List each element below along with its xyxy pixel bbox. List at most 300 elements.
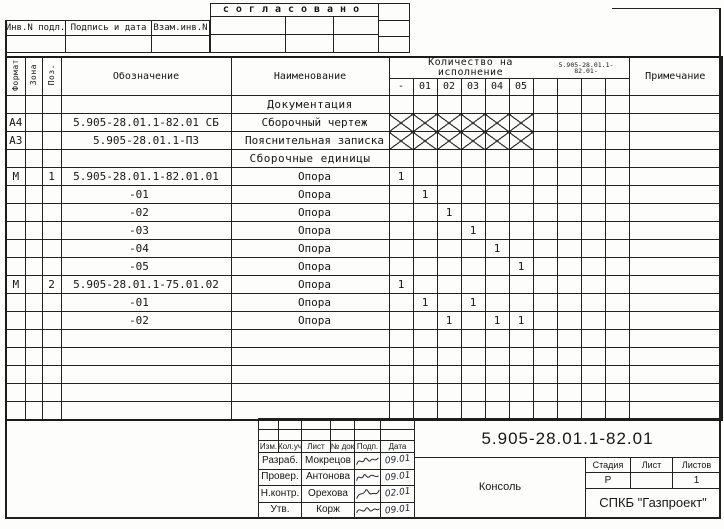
inv-podl-label: Инв.N подл. — [5, 20, 66, 36]
quantity-cell — [533, 312, 557, 330]
quantity-cell — [485, 204, 509, 222]
quantity-cell — [581, 402, 605, 420]
position-cell — [42, 186, 61, 204]
quantity-cell — [581, 294, 605, 312]
quantity-cell — [389, 330, 413, 348]
position-cell — [42, 312, 61, 330]
quantity-cell — [605, 330, 629, 348]
quantity-cell — [413, 384, 437, 402]
quantity-cell — [437, 240, 461, 258]
quantity-cell — [557, 330, 581, 348]
quantity-cell — [581, 240, 605, 258]
designation-cell: -04 — [61, 240, 231, 258]
quantity-cell: 1 — [509, 312, 533, 330]
name-cell — [231, 366, 389, 384]
zone-cell — [25, 276, 42, 294]
quantity-cell: 1 — [437, 312, 461, 330]
position-cell: 1 — [42, 168, 61, 186]
quantity-col-header: - — [389, 79, 413, 96]
quantity-cell — [485, 132, 509, 150]
spec-row — [6, 258, 722, 276]
quantity-cell — [557, 348, 581, 366]
tb-header-5: Дата — [380, 440, 415, 453]
quantity-cell — [437, 348, 461, 366]
quantity-cell — [461, 132, 485, 150]
sign-signature — [354, 469, 381, 487]
subject-cell — [414, 457, 586, 518]
quantity-cell — [461, 276, 485, 294]
quantity-cell — [461, 204, 485, 222]
spec-row — [6, 330, 722, 348]
sheets-label-cell: Листов — [672, 457, 721, 473]
quantity-cell — [533, 222, 557, 240]
quantity-cell — [485, 276, 509, 294]
quantity-cell — [581, 312, 605, 330]
quantity-cell — [461, 150, 485, 168]
quantity-cell — [533, 150, 557, 168]
note-cell — [629, 132, 722, 150]
quantity-cell — [557, 132, 581, 150]
sign-role: Провер. — [258, 469, 302, 487]
organization-cell — [585, 488, 721, 518]
quantity-cell — [533, 294, 557, 312]
quantity-cell — [581, 222, 605, 240]
quantity-cell — [461, 384, 485, 402]
position-cell — [42, 330, 61, 348]
quantity-cell — [389, 222, 413, 240]
quantity-cell — [557, 276, 581, 294]
podpis-data-value — [65, 35, 152, 53]
quantity-cell — [533, 168, 557, 186]
quantity-cell — [509, 348, 533, 366]
quantity-cell — [389, 96, 413, 114]
quantity-cell — [509, 402, 533, 420]
name-cell: Опора — [231, 312, 389, 330]
tb-header-1: Кол.уч — [278, 440, 302, 453]
spec-row — [6, 312, 722, 330]
zone-cell — [25, 132, 42, 150]
zone-cell — [25, 366, 42, 384]
quantity-cell — [581, 258, 605, 276]
quantity-cell — [461, 402, 485, 420]
zone-cell — [25, 204, 42, 222]
approval-stamp — [210, 3, 410, 53]
quantity-cell — [437, 330, 461, 348]
stage-value-cell: Р — [585, 472, 631, 489]
format-cell — [6, 384, 25, 402]
quantity-cell — [437, 150, 461, 168]
quantity-cell — [485, 366, 509, 384]
spec-row — [6, 348, 722, 366]
sign-date — [380, 469, 415, 487]
quantity-cell — [557, 384, 581, 402]
note-cell — [629, 312, 722, 330]
name-cell: Опора — [231, 294, 389, 312]
sign-name: Мокрецов — [301, 452, 355, 470]
quantity-cell — [437, 96, 461, 114]
doc-number: 5.905-28.01.1-82.01 — [481, 428, 654, 448]
quantity-cell — [461, 240, 485, 258]
format-cell: М — [6, 168, 25, 186]
quantity-cell: 1 — [485, 312, 509, 330]
quantity-cell — [437, 222, 461, 240]
format-cell — [6, 150, 25, 168]
spec-row — [6, 96, 722, 114]
format-cell — [6, 258, 25, 276]
organization-name: СПКБ "Газпроект" — [599, 494, 707, 510]
quantity-cell — [389, 294, 413, 312]
designation-cell: -01 — [61, 186, 231, 204]
quantity-cell — [605, 258, 629, 276]
quantity-cell — [581, 186, 605, 204]
zone-cell — [25, 330, 42, 348]
quantity-cell — [389, 366, 413, 384]
designation-column-header: Обозначение — [61, 57, 231, 96]
designation-cell — [61, 330, 231, 348]
designation-cell: -02 — [61, 204, 231, 222]
note-cell — [629, 240, 722, 258]
quantity-cell — [605, 366, 629, 384]
zone-cell — [25, 240, 42, 258]
quantity-cell: 1 — [461, 222, 485, 240]
quantity-cell — [605, 240, 629, 258]
sign-signature — [354, 502, 381, 520]
quantity-cell — [605, 204, 629, 222]
position-cell — [42, 384, 61, 402]
quantity-cell — [389, 312, 413, 330]
quantity-cell — [413, 258, 437, 276]
quantity-cell — [485, 294, 509, 312]
sign-date — [380, 502, 415, 520]
position-cell — [42, 348, 61, 366]
position-cell: 2 — [42, 276, 61, 294]
quantity-cell — [509, 204, 533, 222]
name-cell: Опора — [231, 204, 389, 222]
quantity-cell — [557, 114, 581, 132]
quantity-cell — [485, 168, 509, 186]
quantity-cell — [557, 168, 581, 186]
signature-icon — [355, 503, 380, 519]
format-cell: А4 — [6, 114, 25, 132]
quantity-cell — [605, 348, 629, 366]
quantity-cell: 1 — [509, 258, 533, 276]
quantity-cell — [533, 384, 557, 402]
position-cell — [42, 222, 61, 240]
zone-cell — [25, 384, 42, 402]
quantity-cell — [461, 186, 485, 204]
position-column-header — [42, 57, 61, 96]
approval-cell — [285, 34, 334, 53]
quantity-cell — [605, 312, 629, 330]
quantity-cell — [413, 222, 437, 240]
sign-role: Н.контр. — [258, 485, 302, 503]
quantity-cell — [413, 312, 437, 330]
quantity-cell — [509, 384, 533, 402]
position-cell — [42, 204, 61, 222]
quantity-cell — [533, 240, 557, 258]
name-cell: Сборочный чертеж — [231, 114, 389, 132]
quantity-col-header: 02 — [437, 79, 461, 96]
spec-row — [6, 384, 722, 402]
quantity-cell — [605, 186, 629, 204]
quantity-cell — [437, 402, 461, 420]
vzam-inv-value — [151, 35, 210, 53]
format-cell — [6, 204, 25, 222]
format-cell: А3 — [6, 132, 25, 150]
quantity-cell — [509, 96, 533, 114]
tb-header-2: Лист — [301, 440, 331, 453]
quantity-cell — [437, 384, 461, 402]
quantity-cell — [461, 330, 485, 348]
spec-row — [6, 240, 722, 258]
designation-cell: 5.905-28.01.1-82.01 СБ — [61, 114, 231, 132]
quantity-cell — [437, 114, 461, 132]
approval-cell — [378, 3, 410, 21]
format-column-header — [6, 57, 25, 96]
quantity-cell — [509, 150, 533, 168]
name-cell — [231, 384, 389, 402]
quantity-cell — [437, 132, 461, 150]
quantity-cell — [485, 222, 509, 240]
name-cell — [231, 348, 389, 366]
zone-cell — [25, 96, 42, 114]
quantity-cell — [485, 258, 509, 276]
quantity-cell — [533, 204, 557, 222]
position-cell — [42, 402, 61, 420]
approval-cell — [378, 20, 410, 37]
position-cell — [42, 114, 61, 132]
quantity-cell — [437, 276, 461, 294]
format-cell — [6, 330, 25, 348]
quantity-cell — [533, 186, 557, 204]
quantity-cell — [485, 348, 509, 366]
title-block — [258, 418, 721, 518]
quantity-cell — [509, 186, 533, 204]
quantity-cell — [389, 348, 413, 366]
quantity-cell — [557, 402, 581, 420]
position-cell — [42, 132, 61, 150]
spec-row — [6, 114, 722, 132]
quantity-cell — [509, 132, 533, 150]
quantity-cell — [557, 204, 581, 222]
quantity-doc-ref: 5.905-28.01.1-82.01- — [558, 60, 614, 75]
position-cell — [42, 258, 61, 276]
quantity-cell — [461, 258, 485, 276]
format-cell — [6, 348, 25, 366]
quantity-cell — [605, 294, 629, 312]
position-cell — [42, 150, 61, 168]
vzam-inv-label: Взам.инв.N — [151, 20, 210, 36]
quantity-cell: 1 — [413, 294, 437, 312]
sign-role: Разраб. — [258, 452, 302, 470]
quantity-cell — [605, 150, 629, 168]
quantity-cell — [461, 168, 485, 186]
designation-cell — [61, 402, 231, 420]
note-cell — [629, 276, 722, 294]
quantity-col-header: 03 — [461, 79, 485, 96]
designation-cell — [61, 366, 231, 384]
spec-row — [6, 168, 722, 186]
frame-top-right-line — [612, 8, 721, 9]
designation-cell: 5.905-28.01.1-82.01.01 — [61, 168, 231, 186]
name-cell: Сборочные единицы — [231, 150, 389, 168]
sheet-label-cell: Лист — [630, 457, 673, 473]
note-cell — [629, 186, 722, 204]
quantity-cell — [413, 114, 437, 132]
note-cell — [629, 168, 722, 186]
signature-icon — [355, 470, 380, 486]
name-cell — [231, 402, 389, 420]
quantity-cell — [389, 150, 413, 168]
approval-cell — [210, 16, 286, 35]
quantity-cell — [557, 312, 581, 330]
inventory-stamp — [5, 20, 210, 53]
approval-cell — [210, 34, 286, 53]
designation-cell: -03 — [61, 222, 231, 240]
quantity-cell — [581, 348, 605, 366]
quantity-cell: 1 — [389, 168, 413, 186]
designation-cell: -05 — [61, 258, 231, 276]
sign-name: Орехова — [301, 485, 355, 503]
specification-table — [5, 56, 723, 421]
quantity-cell — [413, 366, 437, 384]
position-cell — [42, 240, 61, 258]
zone-cell — [25, 258, 42, 276]
quantity-cell — [533, 348, 557, 366]
note-cell — [629, 384, 722, 402]
quantity-cell — [533, 330, 557, 348]
quantity-col-header — [557, 79, 581, 96]
quantity-cell — [581, 276, 605, 294]
quantity-cell — [437, 258, 461, 276]
quantity-cell — [461, 114, 485, 132]
quantity-cell — [485, 402, 509, 420]
signature-icon — [355, 486, 380, 502]
designation-cell — [61, 150, 231, 168]
spec-row — [6, 186, 722, 204]
zone-column-header — [25, 57, 42, 96]
podpis-data-label: Подпись и дата — [65, 20, 152, 36]
tb-header-4: Подп. — [354, 440, 381, 453]
zone-cell — [25, 168, 42, 186]
quantity-cell — [413, 240, 437, 258]
quantity-cell — [533, 258, 557, 276]
position-cell — [42, 294, 61, 312]
designation-cell — [61, 96, 231, 114]
quantity-cell — [461, 312, 485, 330]
approval-cell — [333, 34, 379, 53]
zone-cell — [25, 186, 42, 204]
position-cell — [42, 96, 61, 114]
quantity-cell — [509, 114, 533, 132]
name-cell: Опора — [231, 186, 389, 204]
spec-row — [6, 402, 722, 420]
zone-cell — [25, 402, 42, 420]
quantity-cell — [389, 384, 413, 402]
quantity-cell — [557, 222, 581, 240]
spec-row — [6, 222, 722, 240]
quantity-cell — [509, 168, 533, 186]
note-cell — [629, 222, 722, 240]
quantity-cell — [389, 240, 413, 258]
quantity-cell — [605, 168, 629, 186]
spec-row — [6, 294, 722, 312]
zone-cell — [25, 348, 42, 366]
designation-cell: -02 — [61, 312, 231, 330]
quantity-cell — [509, 294, 533, 312]
quantity-cell: 1 — [461, 294, 485, 312]
quantity-cell — [485, 330, 509, 348]
quantity-cell — [581, 330, 605, 348]
sign-date-text: 09.01 — [384, 453, 411, 467]
quantity-cell — [509, 366, 533, 384]
spec-row — [6, 276, 722, 294]
zone-cell — [25, 150, 42, 168]
quantity-col-header: 05 — [509, 79, 533, 96]
quantity-cell — [557, 258, 581, 276]
quantity-cell — [581, 150, 605, 168]
note-column-header: Примечание — [629, 57, 722, 96]
name-cell — [231, 330, 389, 348]
format-cell — [6, 240, 25, 258]
quantity-cell — [557, 240, 581, 258]
quantity-col-header: 04 — [485, 79, 509, 96]
name-column-header: Наименование — [231, 57, 389, 96]
stage-label-cell: Стадия — [585, 457, 631, 473]
sign-date-text: 02.01 — [384, 486, 411, 500]
name-cell: Опора — [231, 240, 389, 258]
name-cell: Опора — [231, 168, 389, 186]
sheet-value-cell — [630, 472, 673, 489]
sign-date — [380, 452, 415, 470]
spec-row — [6, 204, 722, 222]
spec-row — [6, 366, 722, 384]
approval-cell — [285, 16, 334, 35]
quantity-cell — [413, 96, 437, 114]
quantity-col-header — [533, 79, 557, 96]
inv-podl-value — [5, 35, 66, 53]
quantity-cell — [509, 330, 533, 348]
quantity-cell — [461, 366, 485, 384]
note-cell — [629, 348, 722, 366]
format-cell — [6, 294, 25, 312]
format-cell — [6, 366, 25, 384]
quantity-cell — [485, 150, 509, 168]
quantity-cell — [437, 294, 461, 312]
quantity-cell — [557, 186, 581, 204]
quantity-group-label: Количество на исполнение — [428, 57, 513, 78]
quantity-cell — [605, 222, 629, 240]
note-cell — [629, 330, 722, 348]
name-cell: Опора — [231, 222, 389, 240]
sign-date — [380, 485, 415, 503]
quantity-cell — [413, 132, 437, 150]
quantity-cell — [389, 204, 413, 222]
note-cell — [629, 96, 722, 114]
quantity-cell — [389, 402, 413, 420]
note-cell — [629, 204, 722, 222]
name-cell: Опора — [231, 276, 389, 294]
spec-row — [6, 150, 722, 168]
designation-cell — [61, 384, 231, 402]
sign-role: Утв. — [258, 502, 302, 520]
zone-cell — [25, 312, 42, 330]
approval-cell — [378, 36, 410, 53]
signature-icon — [355, 453, 380, 469]
quantity-cell — [581, 96, 605, 114]
quantity-cell — [533, 96, 557, 114]
quantity-cell — [605, 384, 629, 402]
